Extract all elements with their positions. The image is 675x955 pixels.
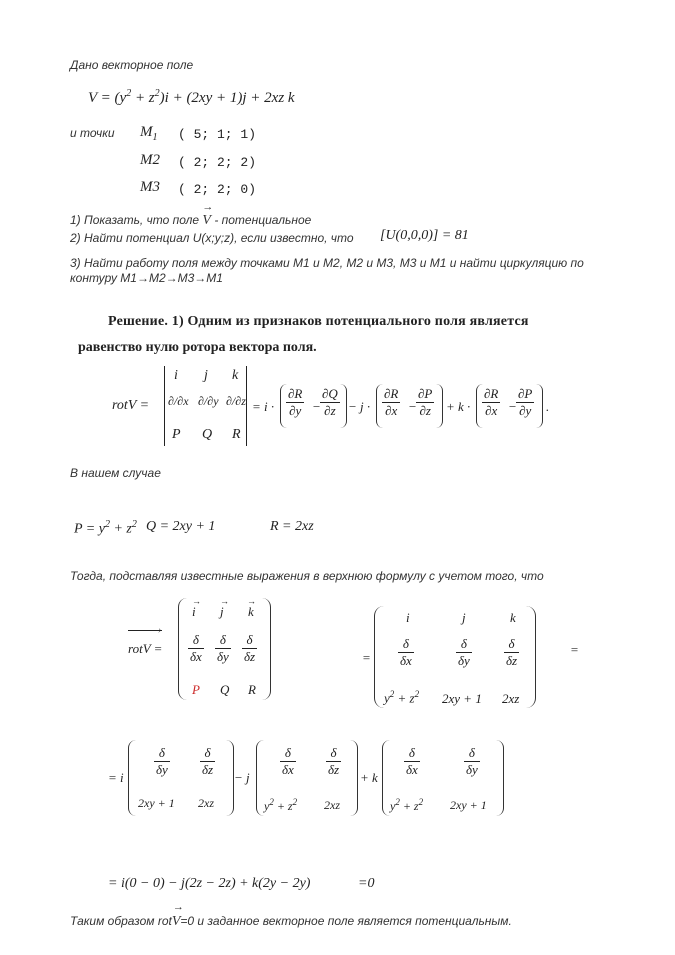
frac-num: δ (154, 745, 170, 762)
b2-frac1 (280, 745, 296, 778)
task-3-line1: 3) Найти работу поля между точками М1 и М2, М2 и М3, М3 и М1 и найти циркуляцию по (70, 256, 584, 270)
frac-num: δ (188, 632, 204, 649)
case-r: R = 2xz (270, 519, 314, 534)
frac-den: δx (406, 762, 418, 777)
frac-num: δ (464, 745, 480, 762)
paren (382, 740, 390, 816)
det-r3c1: P (172, 427, 181, 442)
point-m1 (140, 124, 158, 143)
m1-r3c3: R (248, 682, 256, 697)
frac-den: δz (328, 762, 340, 777)
point-sub: 1 (152, 132, 158, 143)
m2-r3c1 (384, 689, 419, 706)
task-3-line2: контуру М1→М2→М3→М1 (70, 271, 223, 285)
frac-3 (382, 386, 400, 419)
case-label: В нашем случае (70, 466, 161, 480)
exp2-k: + k (360, 770, 378, 785)
b3-v1-b: + z (402, 799, 419, 813)
det-r3c3: R (232, 427, 241, 442)
paren (178, 598, 187, 700)
frac-2 (320, 386, 340, 419)
frac-den: δx (400, 653, 412, 668)
paren (340, 384, 347, 428)
point-m1-coords: ( 5; 1; 1) (178, 127, 257, 142)
frac-num: ∂Q (322, 386, 338, 401)
sup: 2 (418, 797, 424, 807)
m1-r1c3: k (248, 604, 254, 619)
frac-num: δ (398, 636, 414, 653)
sup: 2 (154, 88, 160, 99)
case-q: Q = 2xy + 1 (146, 519, 216, 534)
det-r1c1: i (174, 368, 178, 383)
exp2-lead: = i (108, 770, 124, 785)
b1-frac1 (154, 745, 170, 778)
frac-num: ∂R (384, 386, 399, 401)
frac-den: δz (244, 649, 256, 664)
frac-num: ∂R (288, 386, 303, 401)
arrow-icon: › (158, 625, 162, 636)
m2-r1c3: k (510, 610, 516, 625)
frac-den: ∂y (519, 403, 532, 418)
frac-num: δ (280, 745, 296, 762)
m2-frac-z (504, 636, 519, 669)
frac-den: ∂y (289, 403, 302, 418)
det-r3c2: Q (202, 427, 213, 442)
task-1-prefix: 1) Показать, что поле (70, 213, 200, 227)
m1-r1c2: j (220, 604, 224, 619)
frac-num: ∂P (418, 386, 433, 401)
intro-text: Дано векторное поле (70, 58, 194, 72)
frac-num: δ (200, 745, 215, 762)
sup: 2 (269, 797, 274, 807)
point-m2: M2 (140, 152, 160, 168)
b1-v2: 2xz (198, 796, 214, 810)
vector-v (171, 901, 184, 930)
arrow-icon: → (202, 201, 214, 213)
m1-r3c1: P (192, 682, 200, 697)
m2-r3c1-a: y (384, 690, 390, 706)
case-p (74, 519, 137, 538)
m1-r3c2: Q (220, 682, 230, 697)
m2-r1c1: i (406, 610, 410, 625)
frac-num: δ (504, 636, 519, 653)
sup: 2 (414, 689, 420, 699)
frac-5 (482, 386, 500, 419)
point-m2-coords: ( 2; 2; 2) (178, 155, 257, 170)
arrow-icon: → (220, 596, 229, 606)
m1-frac-z (242, 632, 257, 665)
m2-frac-y (456, 636, 472, 669)
frac-1 (286, 386, 304, 419)
minus: − (408, 399, 417, 414)
vector-v-letter: V (171, 914, 181, 929)
paren (536, 384, 543, 428)
frac-den: δy (217, 649, 229, 664)
b2-v1-b: + z (276, 799, 293, 813)
frac-6 (516, 386, 534, 419)
exp-j: − j · (348, 399, 371, 414)
m1-r1c1: i (192, 604, 196, 619)
det-bar-right (246, 366, 247, 446)
det-r1c3: k (232, 368, 239, 383)
paren (256, 740, 264, 816)
minus: − (312, 399, 321, 414)
vector-v (202, 201, 214, 229)
points-label: и точки (70, 126, 115, 140)
conclusion-prefix: Таким образом rot (70, 914, 172, 928)
result-line: = i(0 − 0) − j(2z − 2z) + k(2y − 2y) (108, 876, 311, 891)
exp-k: + k · (446, 399, 471, 414)
paren (374, 606, 384, 708)
then-rot: rotV = (128, 641, 163, 656)
det-r2c2: ∂/∂y (198, 394, 219, 408)
sup: 2 (292, 797, 298, 807)
case-p-text: P = y (74, 521, 105, 537)
exp2-j: − j (234, 770, 250, 785)
b2-v1-a: y (264, 799, 270, 813)
frac-den: δy (156, 762, 168, 777)
m1-frac-x (188, 632, 204, 665)
paren (226, 740, 234, 816)
frac-den: ∂x (485, 403, 498, 418)
sup: 2 (131, 519, 137, 530)
conclusion-suffix: =0 и заданное векторное поле является потенциальным. (180, 914, 512, 928)
det-r1c2: j (204, 368, 208, 383)
b2-frac2 (326, 745, 341, 778)
det-r2c1: ∂/∂x (168, 394, 189, 408)
m2-r3c2: 2xy + 1 (442, 691, 482, 706)
task-2-condition: [U(0,0,0)] = 81 (380, 228, 469, 243)
field-rhs-c: )i + (2xy + 1)j + 2xz k (159, 90, 295, 106)
sup: 2 (395, 797, 400, 807)
point-name: M (140, 124, 153, 140)
frac-num: δ (215, 632, 231, 649)
paren (350, 740, 358, 816)
b1-frac2 (200, 745, 215, 778)
frac-den: δy (458, 653, 470, 668)
b3-v2: 2xy + 1 (450, 798, 487, 812)
m2-r3c3: 2xz (502, 691, 520, 706)
sup: 2 (104, 519, 110, 530)
b2-v2: 2xz (324, 798, 340, 812)
m2-r3c1-b: + z (397, 690, 415, 706)
task-1 (70, 201, 312, 229)
then-eq: = (362, 650, 371, 665)
rot-label: rotV = (112, 398, 150, 413)
frac-den: δx (190, 649, 202, 664)
frac-num: δ (326, 745, 341, 762)
sup: 2 (389, 689, 395, 699)
m1-frac-y (215, 632, 231, 665)
paren (496, 740, 504, 816)
then-label: Тогда, подставляя известные выражения в верхнюю формулу с учетом того, что (70, 569, 544, 583)
result-zero: =0 (358, 876, 375, 891)
point-m3: M3 (140, 179, 160, 195)
paren (128, 740, 136, 816)
point-m3-coords: ( 2; 2; 0) (178, 182, 257, 197)
frac-den: δx (282, 762, 294, 777)
frac-den: δy (466, 762, 478, 777)
b3-v1-a: y (390, 799, 396, 813)
solution-line2: равенство нулю ротора вектора поля. (78, 340, 317, 355)
paren (262, 598, 271, 700)
exp-end: . (546, 399, 550, 414)
det-r2c3: ∂/∂z (226, 394, 246, 408)
arrow-icon: → (247, 596, 256, 606)
field-formula (88, 88, 295, 107)
m2-frac-x (398, 636, 414, 669)
paren (526, 606, 536, 708)
frac-den: ∂z (419, 403, 431, 418)
then-eq-end: = (570, 642, 579, 657)
b1-v1: 2xy + 1 (138, 796, 175, 810)
frac-num: δ (456, 636, 472, 653)
arrow-icon: → (172, 901, 184, 913)
field-rhs-a: = (y (100, 90, 127, 106)
frac-den: δz (202, 762, 214, 777)
field-lhs: V (88, 90, 97, 106)
conclusion (70, 901, 512, 930)
sup: 2 (126, 88, 132, 99)
frac-num: δ (242, 632, 257, 649)
frac-den: ∂x (385, 403, 398, 418)
exp-i: = i · (252, 399, 275, 414)
task-1-suffix: - потенциальное (214, 213, 312, 227)
frac-num: ∂R (484, 386, 499, 401)
frac-den: ∂z (324, 403, 336, 418)
det-bar-left (164, 366, 165, 446)
rot-overline (128, 630, 162, 631)
frac-num: δ (404, 745, 420, 762)
b3-v1 (390, 797, 423, 814)
solution-line1: Решение. 1) Одним из признаков потенциального поля является (108, 314, 529, 329)
b3-frac2 (464, 745, 480, 778)
paren (436, 384, 443, 428)
frac-num: ∂P (518, 386, 533, 401)
field-rhs-b: + z (134, 90, 155, 106)
arrow-icon: → (192, 596, 201, 606)
b3-frac1 (404, 745, 420, 778)
minus: − (508, 399, 517, 414)
frac-4 (416, 386, 434, 419)
vector-v-letter: V (202, 213, 211, 228)
m2-r1c2: j (462, 610, 466, 625)
b2-v1 (264, 797, 297, 814)
task-2: 2) Найти потенциал U(x;y;z), если известно, что (70, 231, 354, 245)
frac-den: δz (506, 653, 518, 668)
case-p-b: + z (113, 521, 132, 537)
